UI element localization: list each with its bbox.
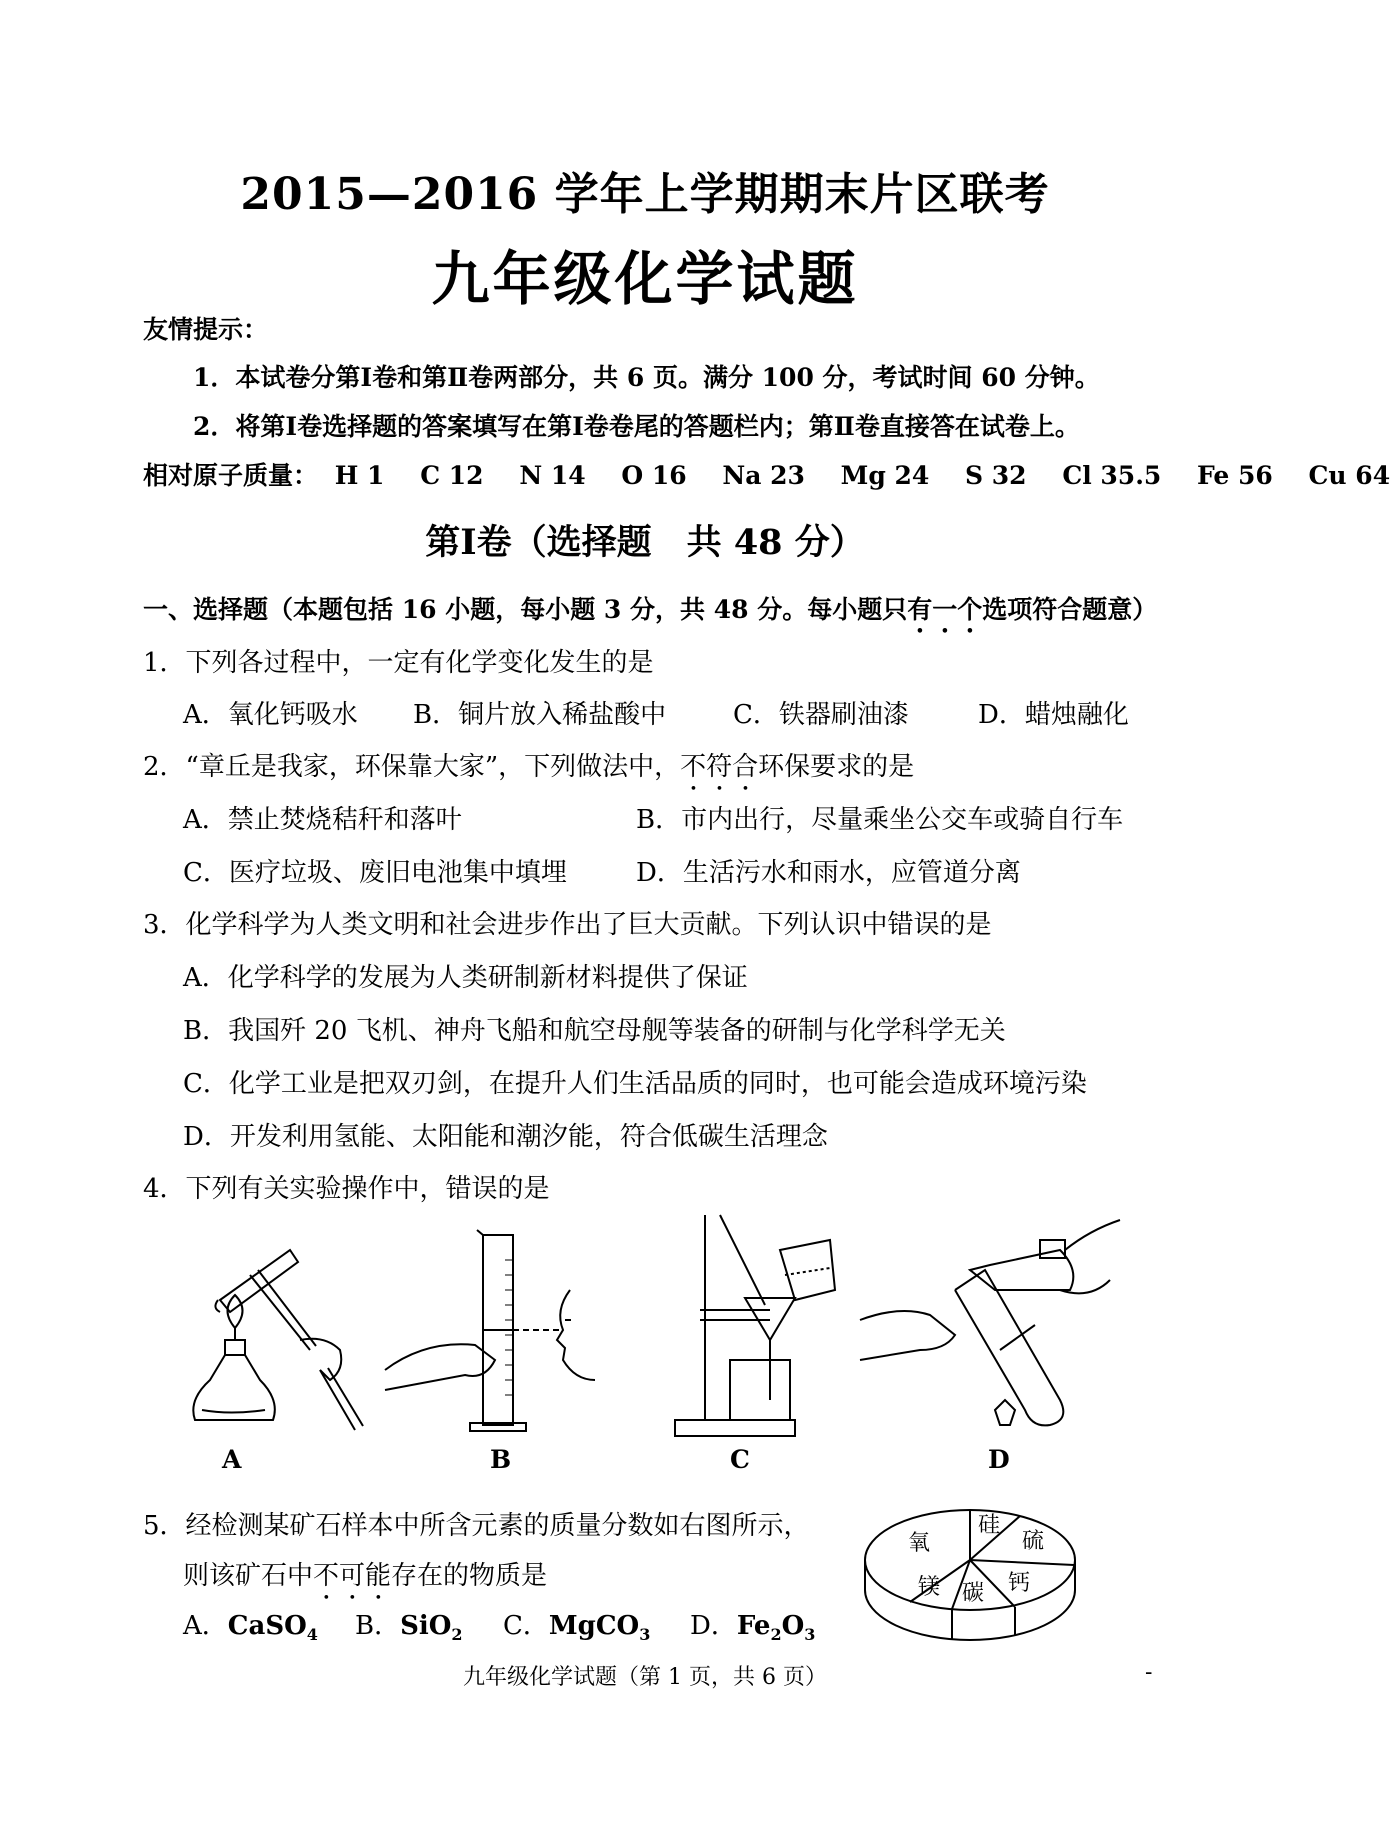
atom-mass: Cl 35.5 xyxy=(1062,461,1162,490)
instruction-text: 一、选择题（本题包括 16 小题，每小题 3 分，共 48 分。每小题只 xyxy=(143,595,908,624)
instruction-text: 选项符合题意） xyxy=(982,595,1158,624)
stem-text: 则该矿石中 xyxy=(183,1561,314,1591)
page-footer: 九年级化学试题（第 1 页，共 6 页） xyxy=(463,1665,827,1690)
subscript: 3 xyxy=(639,1625,651,1645)
q2-option-b: B．市内出行，尽量乘坐公交车或骑自行车 xyxy=(636,805,1124,835)
q5-option-b xyxy=(355,1605,463,1644)
atom-mass: C 12 xyxy=(420,461,484,490)
question-4-stem: 4．下列有关实验操作中，错误的是 xyxy=(143,1174,550,1204)
figure-label-c: C xyxy=(730,1445,750,1474)
subscript: 3 xyxy=(804,1625,816,1645)
emphasis-text: 有一个 xyxy=(907,595,983,624)
figure-label-d: D xyxy=(988,1445,1010,1474)
q2-option-a: A．禁止焚烧秸秆和落叶 xyxy=(183,805,462,835)
question-1-stem: 1．下列各过程中，一定有化学变化发生的是 xyxy=(143,648,654,678)
atom-mass: Mg 24 xyxy=(840,461,930,490)
option-label: A． xyxy=(183,1611,228,1641)
notice-item-2: 2．将第Ⅰ卷选择题的答案填写在第Ⅰ卷卷尾的答题栏内；第Ⅱ卷直接答在试卷上。 xyxy=(193,412,1080,441)
q1-option-c: C．铁器刷油漆 xyxy=(733,700,909,730)
question-5-stem-line-2 xyxy=(183,1555,547,1606)
exam-title: 2015—2016 学年上学期期末片区联考 xyxy=(240,169,1050,220)
atom-mass: Cu 64 xyxy=(1308,461,1390,490)
pie-label-carbon: 碳 xyxy=(962,1581,985,1606)
atomic-mass-line xyxy=(143,456,1390,492)
stem-text: 环保要求的是 xyxy=(758,752,915,782)
atomic-mass-label: 相对原子质量： xyxy=(143,461,319,490)
pie-label-sulfur: 硫 xyxy=(1022,1529,1045,1554)
stem-text: 2．“章丘是我家，环保靠大家”，下列做法中， xyxy=(143,752,681,782)
atom-mass: Na 23 xyxy=(722,461,805,490)
emphasis-text: 不符合 xyxy=(680,752,759,782)
notice-heading: 友情提示： xyxy=(143,315,269,344)
q3-option-d: D．开发利用氢能、太阳能和潮汐能，符合低碳生活理念 xyxy=(183,1122,828,1152)
section-instruction xyxy=(143,590,1157,639)
formula: MgCO xyxy=(548,1611,640,1641)
pie-label-silicon: 硅 xyxy=(978,1513,1001,1538)
figure-d-pouring-liquid xyxy=(860,1210,1130,1450)
element-composition-pie xyxy=(860,1490,1080,1650)
atom-mass: N 14 xyxy=(519,461,586,490)
q3-option-a: A．化学科学的发展为人类研制新材料提供了保证 xyxy=(183,963,748,993)
question-2-stem xyxy=(143,746,914,797)
emphasis-text: 不可能 xyxy=(313,1561,392,1591)
section-title: 第Ⅰ卷（选择题 共 48 分） xyxy=(425,522,865,563)
q2-option-c: C．医疗垃圾、废旧电池集中填埋 xyxy=(183,858,567,888)
figure-label-a: A xyxy=(222,1445,242,1474)
footer-dash: - xyxy=(1145,1660,1153,1685)
figure-b-graduated-cylinder xyxy=(385,1230,605,1440)
option-label: B． xyxy=(355,1611,401,1641)
subscript: 2 xyxy=(451,1625,463,1645)
exam-subject-title: 九年级化学试题 xyxy=(431,245,859,313)
option-label: D． xyxy=(690,1611,737,1641)
q5-option-d xyxy=(690,1605,815,1644)
q2-option-d: D．生活污水和雨水，应管道分离 xyxy=(636,858,1021,888)
atom-mass: Fe 56 xyxy=(1197,461,1273,490)
notice-item-1: 1．本试卷分第Ⅰ卷和第Ⅱ卷两部分，共 6 页。满分 100 分，考试时间 60 分钟。 xyxy=(193,363,1100,392)
pie-label-oxygen: 氧 xyxy=(908,1531,931,1556)
q1-option-a: A．氧化钙吸水 xyxy=(183,700,358,730)
q5-option-c xyxy=(503,1605,650,1644)
q3-option-c: C．化学工业是把双刃剑，在提升人们生活品质的同时，也可能会造成环境污染 xyxy=(183,1069,1087,1099)
q1-option-d: D．蜡烛融化 xyxy=(978,700,1129,730)
q1-option-b: B．铜片放入稀盐酸中 xyxy=(413,700,667,730)
question-5-stem-line-1: 5．经检测某矿石样本中所含元素的质量分数如右图所示， xyxy=(143,1511,810,1541)
formula: Fe xyxy=(736,1611,771,1641)
q5-option-a xyxy=(183,1605,318,1644)
formula: CaSO xyxy=(227,1611,307,1641)
figure-label-b: B xyxy=(490,1445,512,1474)
figure-a-heating-test-tube xyxy=(180,1240,370,1440)
subscript: 4 xyxy=(306,1625,318,1645)
atom-mass: S 32 xyxy=(965,461,1027,490)
atom-mass: O 16 xyxy=(621,461,687,490)
option-label: C． xyxy=(503,1611,549,1641)
stem-text: 存在的物质是 xyxy=(391,1561,548,1591)
q3-option-b: B．我国歼 20 飞机、神舟飞船和航空母舰等装备的研制与化学科学无关 xyxy=(183,1016,1006,1046)
pie-label-magnesium: 镁 xyxy=(918,1575,941,1600)
formula: SiO xyxy=(400,1611,452,1641)
formula: O xyxy=(781,1611,805,1641)
question-3-stem: 3．化学科学为人类文明和社会进步作出了巨大贡献。下列认识中错误的是 xyxy=(143,910,992,940)
subscript: 2 xyxy=(770,1625,782,1645)
atom-mass: H 1 xyxy=(334,461,385,490)
pie-label-calcium: 钙 xyxy=(1008,1571,1031,1596)
